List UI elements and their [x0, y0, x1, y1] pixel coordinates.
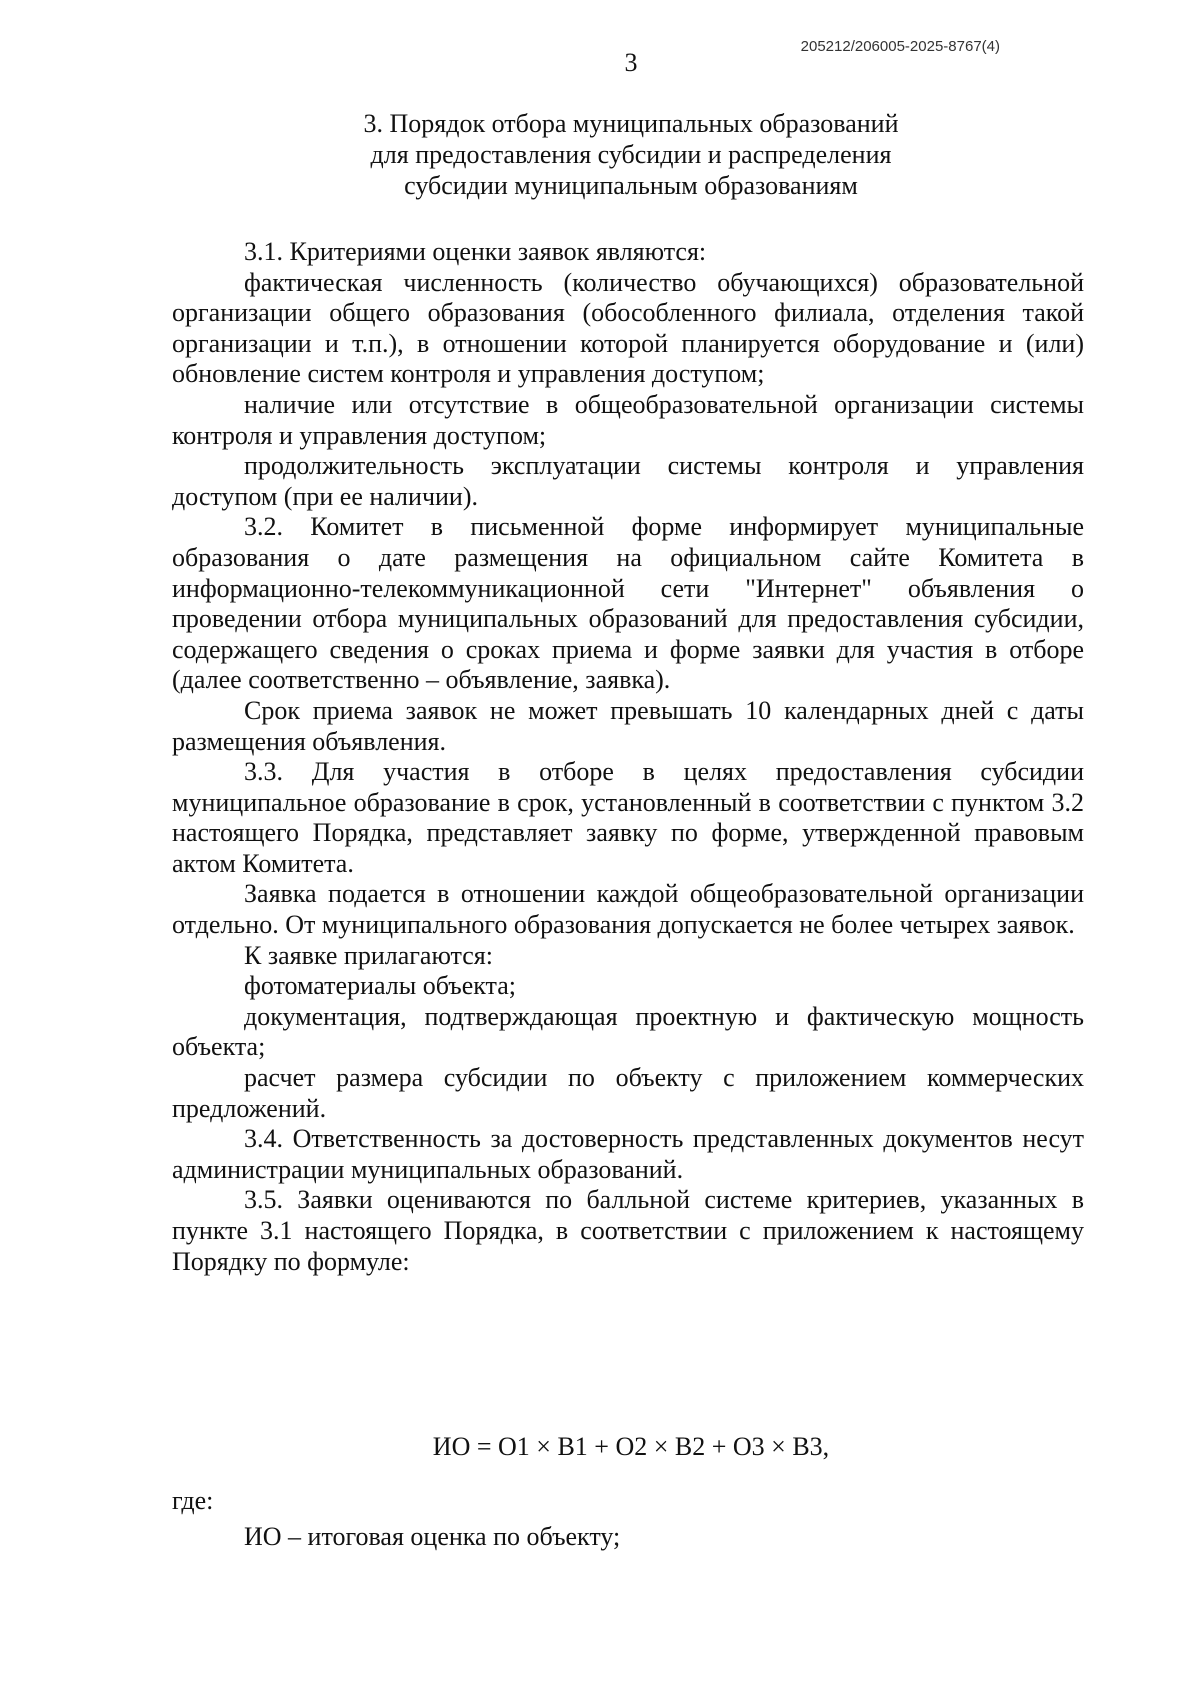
paragraph: 3.4. Ответственность за достоверность представленных документов несут администрации муниципальных образований.	[172, 1124, 1084, 1184]
section-heading-line: для предоставления субсидии и распределения	[370, 140, 892, 169]
paragraph: К заявке прилагаются:	[244, 940, 493, 970]
paragraph: 3.3. Для участия в отборе в целях предоставления субсидии муниципальное образование в срок, установленный в соответствии с пунктом 3.2 настоящего Порядка, представляет заявку по форме, утвержденной правовым актом Комитета.	[172, 757, 1084, 878]
section-heading	[0, 108, 1200, 201]
document-id: 205212/206005-2025-8767(4)	[800, 38, 1000, 55]
body-text	[172, 237, 1084, 1277]
paragraph: фактическая численность (количество обучающихся) образовательной организации общего образования (обособленного филиала, отделения такой организации и т.п.), в отношении которой планируется оборудование и (или) обновление систем контроля и управления доступом;	[172, 267, 1084, 389]
where-label: где:	[172, 1486, 214, 1515]
definition-line: ИО – итоговая оценка по объекту;	[244, 1522, 621, 1551]
section-heading-line: 3. Порядок отбора муниципальных образований	[363, 109, 899, 138]
paragraph: 3.1. Критериями оценки заявок являются:	[244, 237, 707, 266]
paragraph: наличие или отсутствие в общеобразовательной организации системы контроля и управления доступом;	[172, 389, 1084, 450]
paragraph: документация, подтверждающая проектную и фактическую мощность объекта;	[172, 1001, 1084, 1062]
paragraph: Срок приема заявок не может превышать 10 календарных дней с даты размещения объявления.	[172, 695, 1084, 756]
page-number: 3	[624, 48, 638, 77]
paragraph: расчет размера субсидии по объекту с приложением коммерческих предложений.	[172, 1063, 1084, 1123]
paragraph: продолжительность эксплуатации системы контроля и управления доступом (при ее наличии).	[172, 451, 1084, 511]
section-heading-line: субсидии муниципальным образованиям	[404, 171, 858, 200]
formula: ИО = О1 × В1 + О2 × В2 + О3 × В3,	[432, 1432, 830, 1461]
paragraph: 3.2. Комитет в письменной форме информирует муниципальные образования о дате размещения на официальном сайте Комитета в информационно-телекоммуникационной сети "Интернет" объявления о проведении отбора муниципальных образований для предоставления субсидии, содержащего сведения о сроках приема и форме заявки для участия в отборе (далее соответственно – объявление, заявка).	[172, 512, 1084, 695]
paragraph: Заявка подается в отношении каждой общеобразовательной организации отдельно. От муниципального образования допускается не более четырех заявок.	[172, 879, 1084, 940]
paragraph: 3.5. Заявки оцениваются по балльной системе критериев, указанных в пункте 3.1 настоящего Порядка, в соответствии с приложением к настоящему Порядку по формуле:	[172, 1185, 1084, 1276]
paragraph: фотоматериалы объекта;	[244, 971, 516, 1001]
